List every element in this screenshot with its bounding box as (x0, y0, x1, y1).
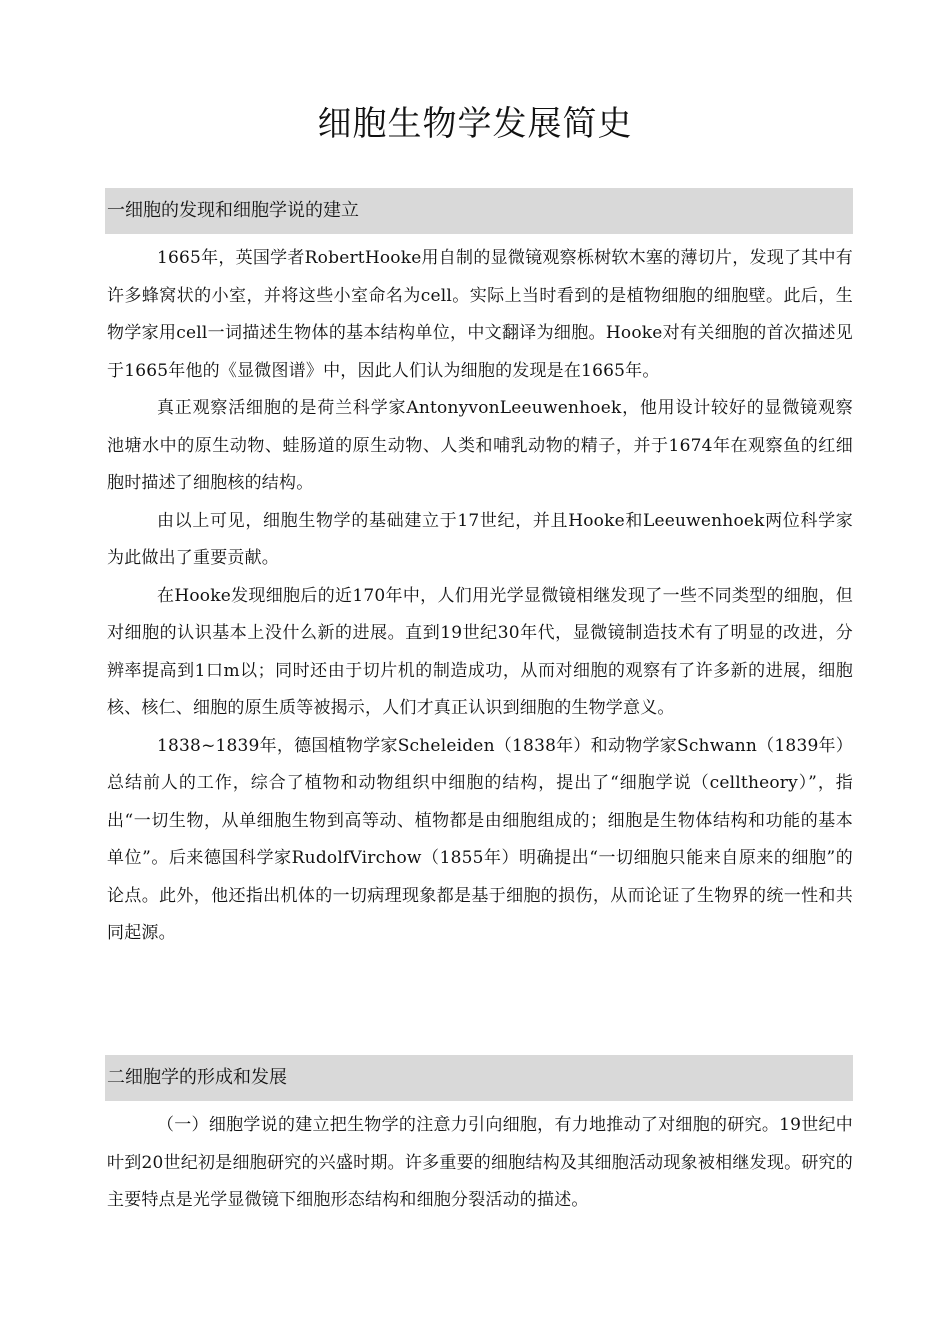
section-heading-2: 二细胞学的形成和发展 (105, 1055, 853, 1101)
section-heading-1: 一细胞的发现和细胞学说的建立 (105, 188, 853, 234)
section-2-body (107, 1107, 853, 1220)
paragraph: 在Hooke发现细胞后的近170年中，人们用光学显微镜相继发现了一些不同类型的细胞，但对细胞的认识基本上没什么新的进展。直到19世纪30年代，显微镜制造技术有了明显的改进，分辨率提高到1口m以；同时还由于切片机的制造成功，从而对细胞的观察有了许多新的进展，细胞核、核仁、细胞的原生质等被揭示，人们才真正认识到细胞的生物学意义。 (107, 585, 853, 718)
paragraph: 真正观察活细胞的是荷兰科学家AntonyvonLeeuwenhoek，他用设计较好的显微镜观察池塘水中的原生动物、蛙肠道的原生动物、人类和哺乳动物的精子，并于1674年在观察鱼的红细胞时描述了细胞核的结构。 (107, 398, 853, 493)
document-title: 细胞生物学发展简史 (317, 104, 633, 144)
paragraph: 由以上可见，细胞生物学的基础建立于17世纪，并且Hooke和Leeuwenhoek两位科学家为此做出了重要贡献。 (107, 510, 853, 568)
paragraph: 1838~1839年，德国植物学家Scheleiden（1838年）和动物学家Schwann（1839年）总结前人的工作，综合了植物和动物组织中细胞的结构，提出了“细胞学说（celltheory）”，指出“一切生物，从单细胞生物到高等动、植物都是由细胞组成的；细胞是生物体结构和功能的基本单位”。后来德国科学家RudolfVirchow（1855年）明确提出“一切细胞只能来自原来的细胞”的论点。此外，他还指出机体的一切病理现象都是基于细胞的损伤，从而论证了生物界的统一性和共同起源。 (107, 735, 853, 943)
paragraph: 1665年，英国学者RobertHooke用自制的显微镜观察栎树软木塞的薄切片，发现了其中有许多蜂窝状的小室，并将这些小室命名为cell。实际上当时看到的是植物细胞的细胞壁。此后，生物学家用cell一词描述生物体的基本结构单位，中文翻译为细胞。Hooke对有关细胞的首次描述见于1665年他的《显微图谱》中，因此人们认为细胞的发现是在1665年。 (107, 248, 853, 381)
section-1-body (107, 240, 853, 953)
paragraph: （一）细胞学说的建立把生物学的注意力引向细胞，有力地推动了对细胞的研究。19世纪中叶到20世纪初是细胞研究的兴盛时期。许多重要的细胞结构及其细胞活动现象被相继发现。研究的主要特点是光学显微镜下细胞形态结构和细胞分裂活动的描述。 (107, 1115, 853, 1210)
